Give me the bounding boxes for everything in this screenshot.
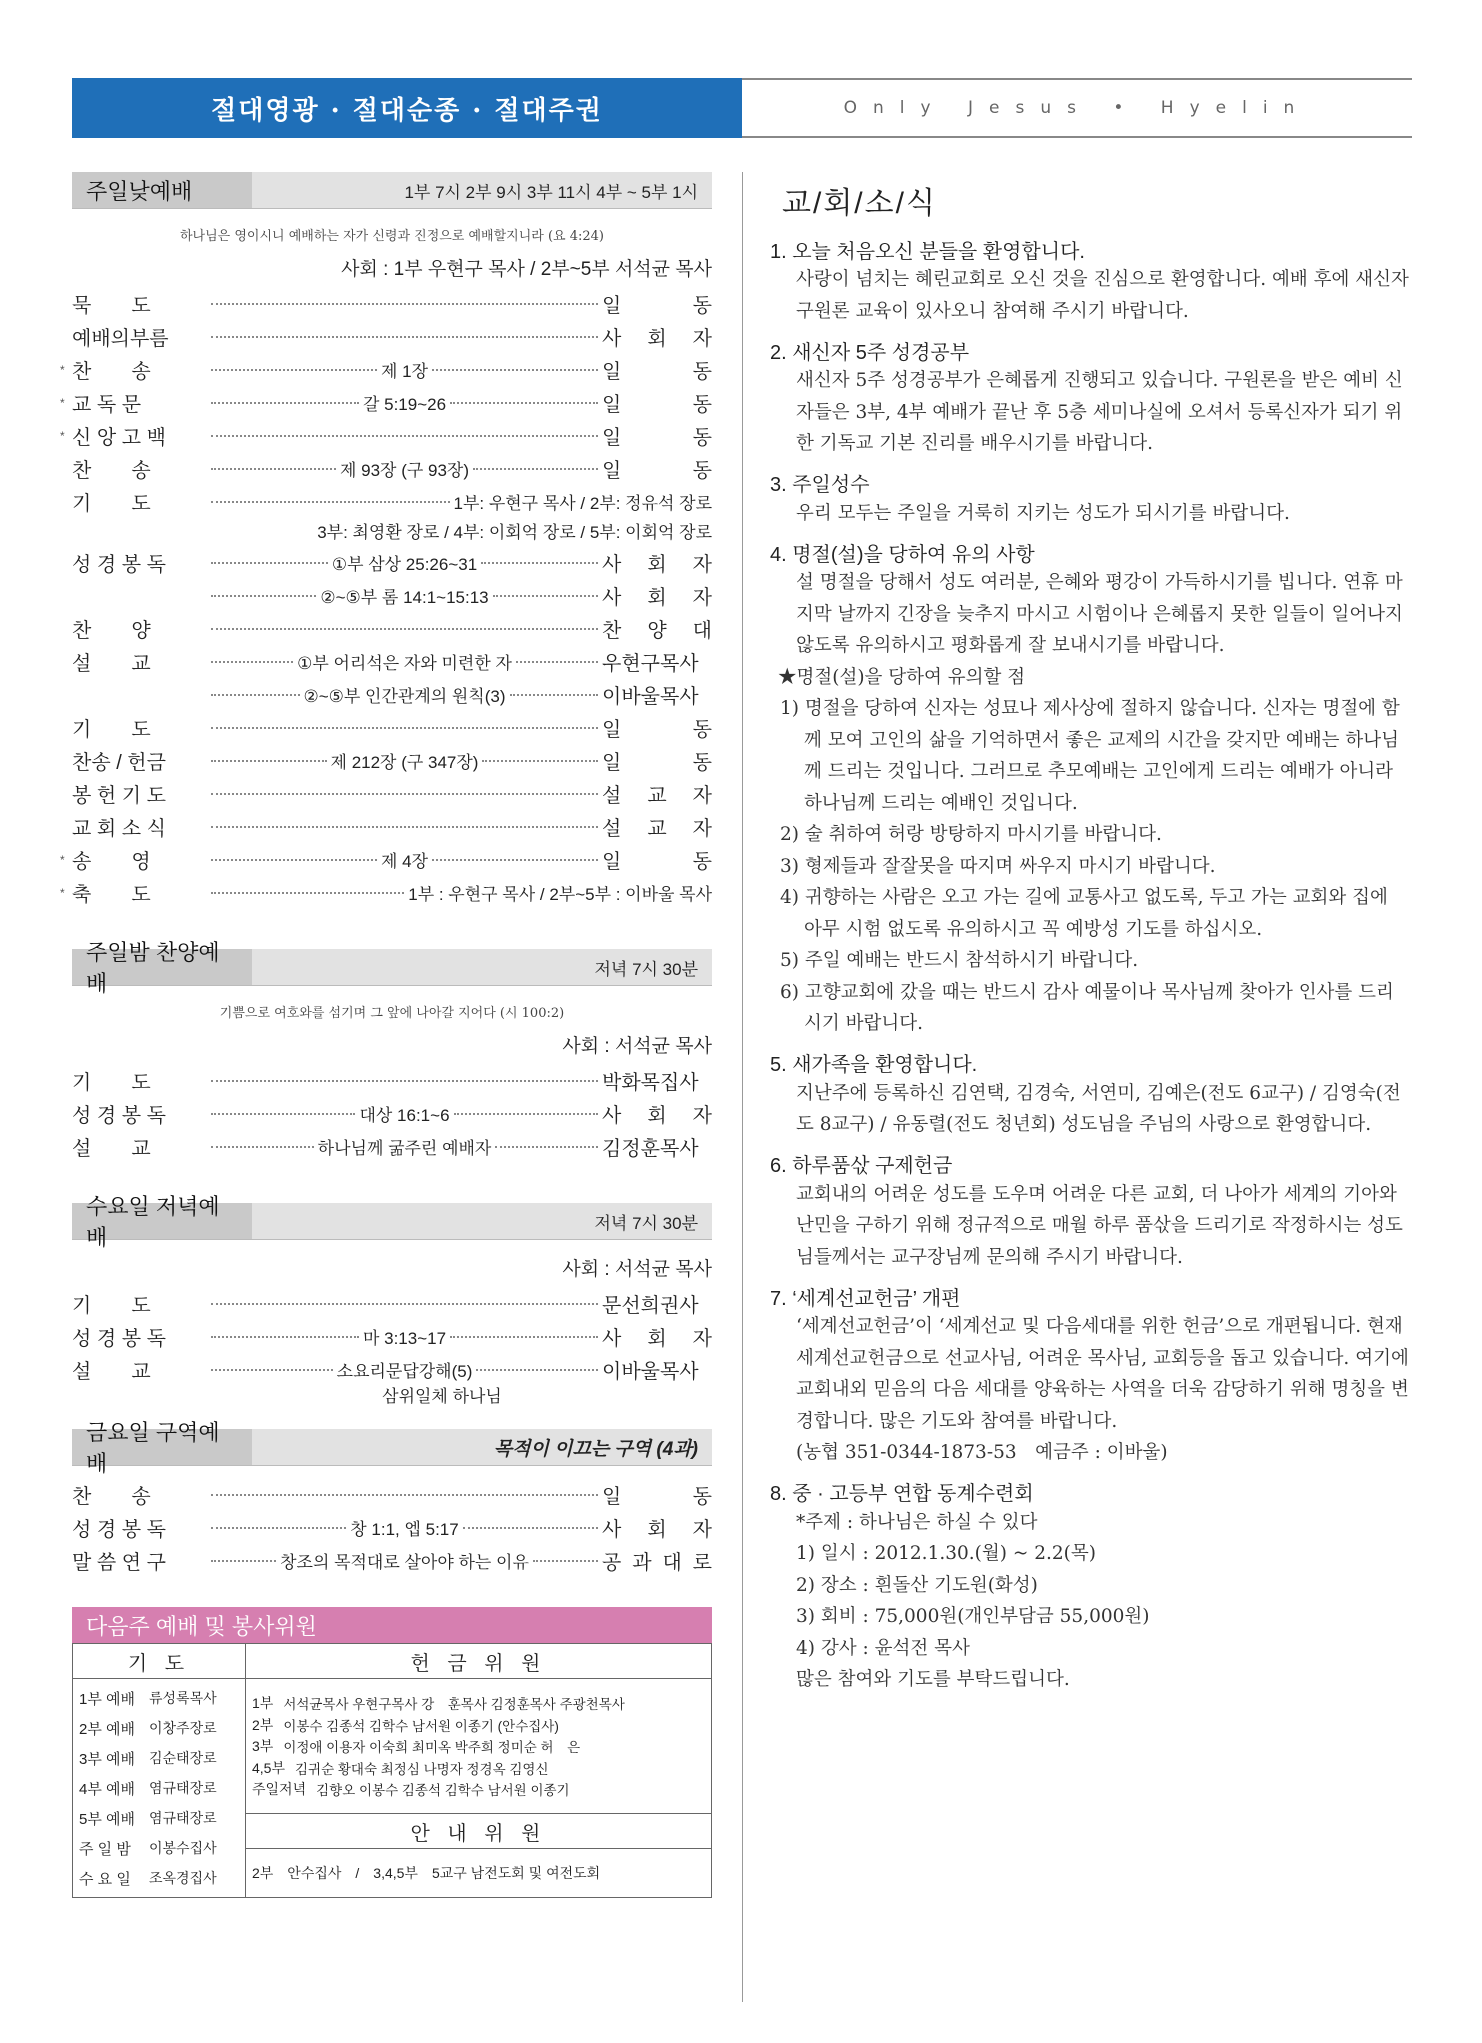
order-item-name: 예배의부름 — [72, 328, 169, 350]
prayer-leader: 류성록목사 — [149, 1690, 217, 1706]
order-item-detail: 창조의 목적대로 살아야 하는 이유 — [280, 1553, 529, 1572]
news-list-entry: 3) 형제들과 잘잘못을 따지며 싸우지 마시기 바랍니다. — [780, 855, 1216, 877]
order-item-name: 성 경 봉 독 — [72, 1105, 166, 1127]
order-item-detail: 제 1장 — [380, 362, 429, 381]
order-row — [72, 485, 712, 518]
news-list-entry: 2) 장소 : 흰돌산 기도원(화성) — [796, 1574, 1038, 1596]
order-row — [72, 612, 712, 645]
news-item-body: 지난주에 등록하신 김연택, 김경숙, 서연미, 김예은(전도 6교구) / 김영숙(전도 8교구) / 유동렬(전도 청년회) 성도님을 주님의 사랑으로 환영합니다. — [796, 1082, 1401, 1135]
order-row — [72, 1130, 712, 1163]
order-row — [72, 452, 712, 485]
offering-list — [246, 1679, 712, 1814]
news-list-entry: 많은 참여와 기도를 부탁드립니다. — [796, 1669, 1070, 1690]
order-item-leader: 이바울목사 — [602, 1361, 699, 1383]
service-label: 주일저녁 — [252, 1781, 307, 1797]
news-list — [770, 1048, 1410, 1469]
offering-row — [252, 1778, 705, 1800]
order-item-name: 신 앙 고 백 — [72, 427, 166, 449]
order-row — [72, 320, 712, 353]
news-item-body: 우리 모두는 주일을 거룩히 지키는 성도가 되시기를 바랍니다. — [796, 502, 1290, 524]
news-item-body: 교회내의 어려운 성도를 도우며 어려운 다른 교회, 더 나아가 세계의 기아와 난민을 구하기 위해 정규적으로 매월 하루 품삯을 드리기로 작정하시는 성도님들께서는 교구장님께 문의해 주시기 바랍니다. — [796, 1183, 1403, 1268]
order-row — [60, 876, 712, 909]
offering-row — [252, 1735, 705, 1757]
news-list-entry: 4) 강사 : 윤석전 목사 — [796, 1637, 970, 1659]
service-label: 3부 — [252, 1738, 274, 1754]
order-list — [60, 287, 712, 518]
offering-members: 김향오 이봉수 김종석 김학수 남서원 이종기 — [316, 1783, 570, 1798]
prayer-row — [79, 1683, 239, 1713]
order-item-name: 찬 송 — [72, 460, 151, 482]
news-item-heading: 8. 중 · 고등부 연합 동계수련회 — [770, 1483, 1034, 1505]
news-item4-note: ★명절(설)을 당하여 유의할 점 — [778, 666, 1026, 688]
offering-members: 이정애 이용자 이숙희 최미옥 박주희 정미순 허 은 — [283, 1740, 581, 1755]
worship-order-column — [60, 172, 712, 1898]
order-item-name: 성 경 봉 독 — [72, 1328, 166, 1350]
news-list — [770, 234, 1410, 662]
section-time: 저녁 7시 30분 — [594, 1213, 698, 1233]
section-verse: 기쁨으로 여호와를 섬기며 그 앞에 나아갈 지어다 (시 100:2) — [219, 1006, 565, 1021]
order-item-name: 성 경 봉 독 — [72, 1519, 166, 1541]
order-item-name: 축 도 — [72, 884, 151, 906]
sermon-subtitle: 삼위일체 하나님 — [382, 1387, 502, 1406]
standing-mark: * — [60, 885, 65, 900]
prayer-row — [79, 1833, 239, 1863]
usher-list: 2부 안수집사 / 3,4,5부 5교구 남전도회 및 여전도회 — [246, 1849, 712, 1898]
section-title: 주일밤 찬양예배 — [72, 949, 252, 985]
news-item-heading: 5. 새가족을 환영합니다. — [770, 1054, 978, 1076]
header-slogan: 절대영광 · 절대순종 · 절대주권 — [211, 95, 603, 126]
sunday-service-bar — [72, 172, 712, 209]
order-item-leader: 일 동 — [602, 719, 712, 741]
standing-mark: * — [60, 395, 65, 410]
sunday-night-bar — [72, 940, 712, 996]
order-item-name: 설 교 — [72, 1361, 151, 1383]
news-item-heading: 4. 명절(설)을 당하여 유의 사항 — [770, 543, 1035, 566]
service-label: 1부 — [252, 1695, 274, 1711]
news-item8-list — [770, 1507, 1410, 1696]
prayer-leader: 이봉수집사 — [149, 1840, 217, 1856]
order-item-name: 기 도 — [72, 1295, 151, 1317]
order-item-name: 묵 도 — [72, 295, 151, 317]
offering-members: 김귀순 황대숙 최정심 나명자 정경옥 김영신 — [295, 1761, 549, 1777]
news-list-entry: 1) 일시 : 2012.1.30.(월) ~ 2.2(목) — [796, 1543, 1096, 1564]
order-item-leader: 사 회 자 — [602, 587, 712, 609]
news-item-heading: 3. 주일성수 — [770, 474, 870, 496]
order-item-name: 기 도 — [72, 719, 151, 741]
order-item-name: 봉 헌 기 도 — [72, 785, 166, 807]
prayer-list — [73, 1679, 246, 1898]
header-motto-band — [742, 78, 1412, 138]
order-item-name: 교 회 소 식 — [72, 818, 166, 840]
service-label: 1부 예배 — [79, 1690, 135, 1708]
news-item-heading: 1. 오늘 처음오신 분들을 환영합니다. — [770, 240, 1085, 263]
order-row — [72, 579, 712, 612]
order-item-name: 찬 송 — [72, 1486, 151, 1508]
header-motto: Only Jesus • Hyelin — [843, 98, 1311, 118]
order-row — [60, 353, 712, 386]
friday-bar — [72, 1420, 712, 1476]
wednesday-bar — [72, 1194, 712, 1250]
order-item-detail: 제 4장 — [380, 852, 429, 871]
prayer-row — [79, 1863, 239, 1893]
order-item-name: 말 씀 연 구 — [72, 1552, 166, 1574]
order-item-leader: 문선희권사 — [602, 1295, 699, 1317]
standing-mark: * — [60, 362, 65, 377]
order-item-leader: 일 동 — [602, 427, 712, 449]
section-time: 저녁 7시 30분 — [594, 959, 698, 979]
news-item-body: ‘세계선교헌금’이 ‘세계선교 및 다음세대를 위한 헌금’으로 개편됩니다. 현재 세계선교헌금으로 선교사님, 어려운 목사님, 교회등을 돕고 있습니다. 여기에 교회내외 믿음의 다음 세대를 양육하는 사역을 더욱 감당하기 위해 명칭을 변경합니다. 많은 기도와 참여를 바랍니다. (농협 351-0344-1873-53 예금주 : 이바울) — [796, 1316, 1409, 1463]
standing-mark: * — [60, 428, 65, 443]
order-item-leader: 찬 양 대 — [602, 620, 712, 642]
order-row — [72, 645, 712, 678]
column-divider — [742, 172, 743, 2002]
order-item-detail: 제 93장 (구 93장) — [340, 461, 469, 480]
news-item-heading: 7. ‘세계선교헌금’ 개편 — [770, 1287, 961, 1310]
prayer-row — [79, 1743, 239, 1773]
church-news-column — [770, 172, 1410, 1696]
service-label: 5부 예배 — [79, 1810, 135, 1828]
news-item-body: 사랑이 넘치는 혜린교회로 오신 것을 진심으로 환영합니다. 예배 후에 새신자 구원론 교육이 있사오니 참여해 주시기 바랍니다. — [796, 269, 1409, 322]
order-row — [72, 1064, 712, 1097]
order-item-detail: 창 1:1, 엡 5:17 — [350, 1520, 459, 1539]
header-slogan-band — [72, 78, 742, 138]
prayer-leader: 염규태장로 — [149, 1780, 217, 1796]
prayer-leader: 조옥경집사 — [149, 1870, 217, 1886]
presider-line: 사회 : 서석균 목사 — [562, 1036, 712, 1057]
news-list-entry: 3) 회비 : 75,000원(개인부담금 55,000원) — [796, 1606, 1150, 1627]
order-row — [72, 1353, 712, 1386]
order-item-name: 교 독 문 — [72, 394, 142, 416]
order-item-leader: 일 동 — [602, 1486, 712, 1508]
section-title: 금요일 구역예배 — [72, 1429, 252, 1465]
order-row — [72, 810, 712, 843]
order-row — [72, 1478, 712, 1511]
prayer-header: 기 도 — [73, 1644, 246, 1679]
order-item-detail: 하나님께 굶주린 예배자 — [317, 1139, 492, 1158]
service-label: 2부 예배 — [79, 1720, 135, 1738]
service-label: 수 요 일 — [79, 1870, 131, 1888]
next-week-bar: 다음주 예배 및 봉사위원 — [72, 1607, 712, 1643]
offering-members: 이봉수 김종석 김학수 남서원 이종기 (안수집사) — [283, 1718, 559, 1734]
order-item-leader: 일 동 — [602, 851, 712, 873]
order-row — [72, 678, 712, 711]
order-item-name: 찬 양 — [72, 620, 151, 642]
order-item-detail: ①부 어리석은 자와 미련한 자 — [297, 654, 512, 673]
order-row — [72, 1320, 712, 1353]
offering-header: 헌 금 위 원 — [246, 1644, 712, 1679]
order-item-leader: 사 회 자 — [602, 1519, 712, 1541]
order-item-leader: 일 동 — [602, 460, 712, 482]
order-row — [72, 777, 712, 810]
order-item-leader: 일 동 — [602, 394, 712, 416]
offering-row — [252, 1714, 705, 1736]
order-row — [72, 1287, 712, 1320]
prayer-leader: 이창주장로 — [149, 1720, 217, 1736]
order-item-name: 송 영 — [72, 851, 151, 873]
order-item-detail: 제 212장 (구 347장) — [330, 753, 479, 772]
section-title: 수요일 저녁예배 — [72, 1203, 252, 1239]
section-title: 주일낮예배 — [72, 172, 252, 208]
order-item-leader: 설 교 자 — [602, 818, 712, 840]
order-row — [72, 711, 712, 744]
order-list — [72, 1478, 712, 1577]
section-theme: 목적이 이끄는 구역 (4과) — [493, 1438, 698, 1460]
prayer-row — [79, 1773, 239, 1803]
offering-row — [252, 1692, 705, 1714]
news-list-entry: 4) 귀향하는 사람은 오고 가는 길에 교통사고 없도록, 두고 가는 교회와 집에 아무 시험 없도록 유의하시고 꼭 예방성 기도를 하십시오. — [780, 887, 1388, 940]
order-item-name: 찬 송 — [72, 361, 151, 383]
news-item-body: 새신자 5주 성경공부가 은혜롭게 진행되고 있습니다. 구원론을 받은 예비 신자들은 3부, 4부 예배가 끝난 후 5층 세미나실에 오셔서 등록신자가 되기 위한 기독교 기본 진리를 배우시기를 바랍니다. — [796, 370, 1403, 454]
offering-members: 서석균목사 우현구목사 강 훈목사 김정훈목사 주광천목사 — [283, 1697, 625, 1712]
order-item-leader: 사 회 자 — [602, 554, 712, 576]
news-list-entry: 2) 술 취하여 허랑 방탕하지 마시기를 바랍니다. — [780, 824, 1162, 845]
order-item-leader: 박화목집사 — [602, 1072, 699, 1094]
service-label: 3부 예배 — [79, 1750, 135, 1768]
news-item-heading: 6. 하루품삯 구제헌금 — [770, 1155, 953, 1177]
order-item-leader: 이바울목사 — [602, 686, 699, 708]
order-item-detail: 갈 5:19~26 — [362, 395, 447, 414]
order-row — [72, 546, 712, 579]
order-list — [72, 1064, 712, 1163]
order-item-leader: 사 회 자 — [602, 1328, 712, 1350]
order-row — [72, 287, 712, 320]
order-item-leader: 김정훈목사 — [602, 1138, 699, 1160]
order-item-leader: 일 동 — [602, 752, 712, 774]
order-item-detail: 대상 16:1~6 — [359, 1106, 450, 1125]
order-list — [72, 1287, 712, 1386]
presider-line: 사회 : 서석균 목사 — [562, 1259, 712, 1280]
section-verse: 하나님은 영이시니 예배하는 자가 신령과 진정으로 예배할지니라 (요 4:24) — [179, 229, 605, 244]
order-item-leader: 1부 : 우현구 목사 / 2부~5부 : 이바울 목사 — [408, 885, 712, 904]
order-item-name: 찬송 / 헌금 — [72, 752, 166, 774]
service-label: 4,5부 — [252, 1759, 285, 1776]
order-row — [72, 744, 712, 777]
prayer-leader: 염규태장로 — [149, 1810, 217, 1826]
order-row — [60, 386, 712, 419]
news-item4-list — [770, 693, 1410, 1040]
service-label: 4부 예배 — [79, 1780, 135, 1798]
news-list-entry: 6) 고향교회에 갔을 때는 반드시 감사 예물이나 목사님께 찾아가 인사를 드리시기 바랍니다. — [780, 981, 1394, 1034]
order-row — [72, 1097, 712, 1130]
service-staff-table — [72, 1643, 712, 1898]
order-item-leader: 사 회 자 — [602, 328, 712, 350]
order-item-detail: ①부 삼상 25:26~31 — [331, 555, 478, 574]
prayer-leader: 김순태장로 — [149, 1750, 217, 1766]
prayer-row — [79, 1803, 239, 1833]
order-item-name: 설 교 — [72, 653, 151, 675]
order-row — [72, 1544, 712, 1577]
news-list-entry: 5) 주일 예배는 반드시 참석하시기 바랍니다. — [780, 950, 1139, 971]
prayer-extra: 3부: 최영환 장로 / 4부: 이회억 장로 / 5부: 이회억 장로 — [317, 523, 712, 542]
order-row — [60, 419, 712, 452]
news-list-entry: 1) 명절을 당하여 신자는 성묘나 제사상에 절하지 않습니다. 신자는 명절에 함께 모여 고인의 삶을 기억하면서 좋은 교제의 시간을 갖지만 예배는 하나님께 드리는 것입니다. 그러므로 추모예배는 고인에게 드리는 예배가 아니라 하나님께 드리는 예배인 것입니다. — [780, 698, 1400, 814]
order-item-leader: 일 동 — [602, 295, 712, 317]
order-item-name: 성 경 봉 독 — [72, 554, 166, 576]
news-item-heading: 2. 새신자 5주 성경공부 — [770, 341, 970, 364]
order-item-detail: ②~⑤부 인간관계의 원칙(3) — [303, 687, 506, 706]
order-item-detail: ②~⑤부 롬 14:1~15:13 — [320, 588, 489, 607]
standing-mark: * — [60, 852, 65, 867]
order-row — [72, 1511, 712, 1544]
prayer-row — [79, 1713, 239, 1743]
service-label: 2부 — [252, 1716, 274, 1733]
news-item-body: 설 명절을 당해서 성도 여러분, 은혜와 평강이 가득하시기를 빕니다. 연휴 마지막 날까지 긴장을 늦추지 마시고 시험이나 은혜롭지 못한 일들이 일어나지 않도록 유의하시고 평화롭게 잘 보내시기를 바랍니다. — [796, 572, 1403, 656]
order-item-name: 기 도 — [72, 1072, 151, 1094]
order-row — [60, 843, 712, 876]
order-item-detail: 소요리문답강해(5) — [336, 1362, 473, 1381]
news-list-entry: *주제 : 하나님은 하실 수 있다 — [796, 1511, 1038, 1533]
order-list — [60, 546, 712, 909]
order-item-detail: 마 3:13~17 — [362, 1329, 447, 1348]
order-item-leader: 설 교 자 — [602, 785, 712, 807]
offering-row — [252, 1757, 705, 1779]
service-label: 주 일 밤 — [79, 1840, 131, 1858]
order-item-name: 설 교 — [72, 1138, 151, 1160]
order-item-name: 기 도 — [72, 493, 151, 515]
order-item-leader: 공 과 대 로 — [602, 1552, 712, 1574]
news-title: 교/회/소/식 — [782, 187, 937, 220]
section-time: 1부 7시 2부 9시 3부 11시 4부 ~ 5부 1시 — [404, 182, 698, 202]
presider-line: 사회 : 1부 우현구 목사 / 2부~5부 서석균 목사 — [341, 259, 712, 280]
order-item-leader: 우현구목사 — [602, 653, 699, 675]
order-item-leader: 1부: 우현구 목사 / 2부: 정유석 장로 — [453, 494, 712, 513]
order-item-leader: 사 회 자 — [602, 1105, 712, 1127]
usher-header: 안 내 위 원 — [246, 1814, 712, 1849]
order-item-leader: 일 동 — [602, 361, 712, 383]
